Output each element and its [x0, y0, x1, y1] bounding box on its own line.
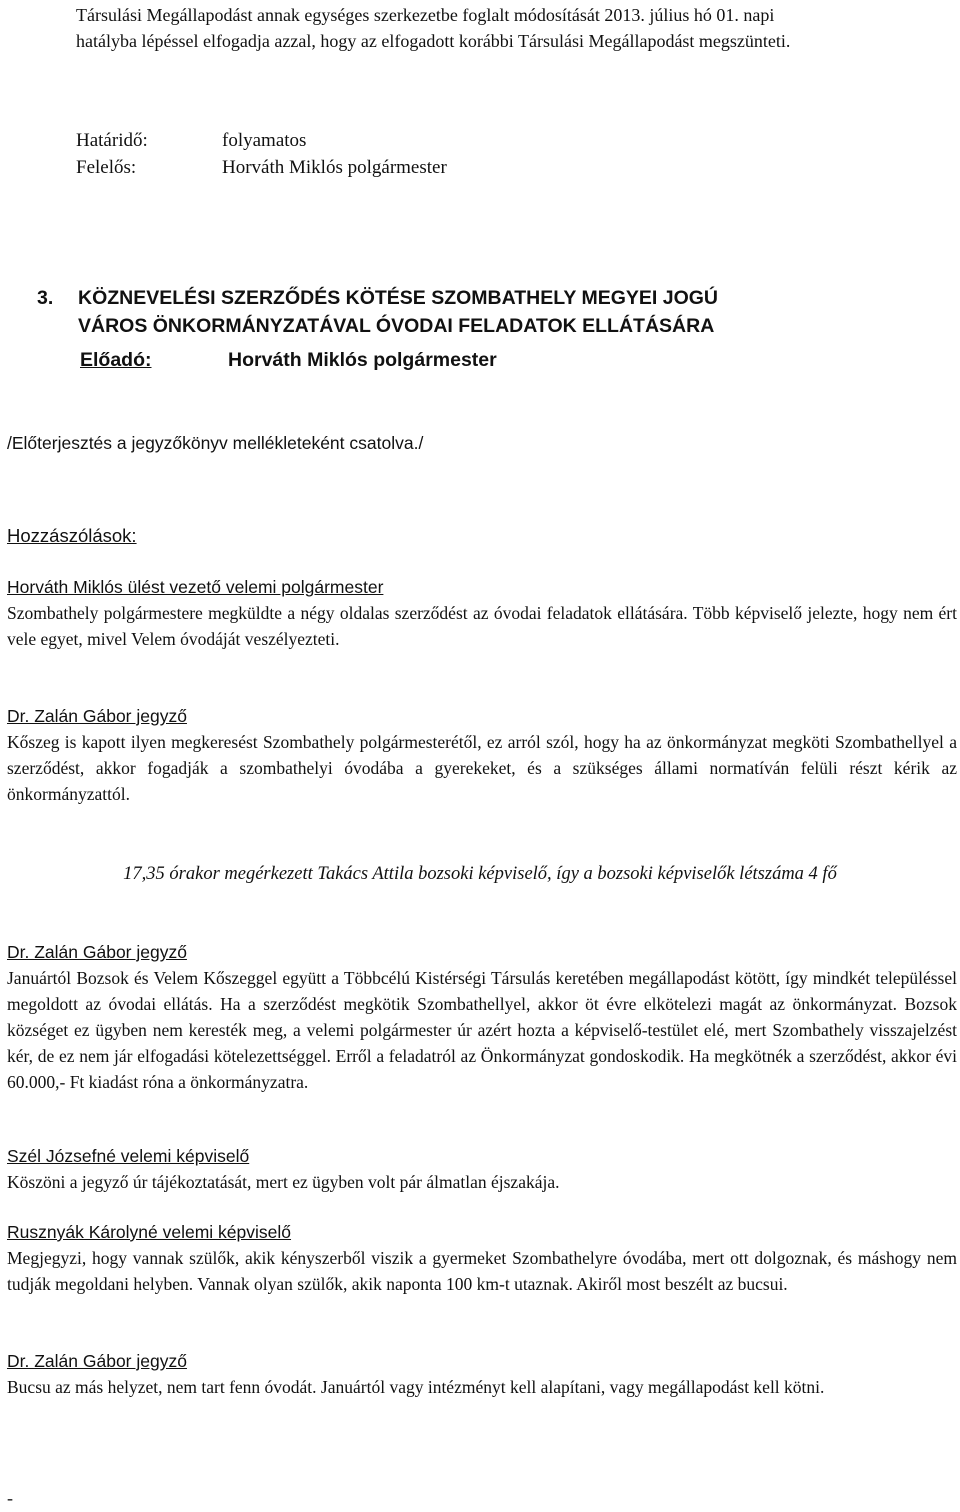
agenda-title-line-2: VÁROS ÖNKORMÁNYZATÁVAL ÓVODAI FELADATOK ELLÁTÁSÁRA [78, 315, 715, 337]
comment-block-5 [7, 1219, 957, 1297]
agenda-number: 3. [37, 287, 54, 309]
presenter-label: Előadó: [80, 349, 152, 371]
intro-line-1: Társulási Megállapodást annak egységes szerkezetbe foglalt módosítását 2013. július hó 01. napi [76, 5, 775, 25]
attachment-note: /Előterjesztés a jegyzőkönyv mellékleteként csatolva./ [7, 433, 424, 453]
deadline-row [76, 127, 447, 154]
comment-block-2 [7, 703, 957, 807]
comment-block-6 [7, 1348, 957, 1400]
deadline-block [76, 127, 447, 181]
comment-text: Köszöni a jegyző úr tájékoztatását, mert ez ügyben volt pár álmatlan éjszakája. [7, 1172, 560, 1192]
responsible-row [76, 154, 447, 181]
speaker-name: Dr. Zalán Gábor jegyző [7, 1351, 187, 1371]
presenter-value: Horváth Miklós polgármester [228, 349, 497, 371]
speaker-name: Dr. Zalán Gábor jegyző [7, 942, 187, 962]
comments-heading: Hozzászólások: [7, 525, 137, 546]
speaker-name: Dr. Zalán Gábor jegyző [7, 706, 187, 726]
agenda-heading [37, 284, 917, 340]
comment-text: Bucsu az más helyzet, nem tart fenn óvodát. Januártól vagy intézményt kell alapítani, vagy megállapodást kell kötni. [7, 1377, 825, 1397]
comment-block-3 [7, 939, 957, 1095]
speaker-name: Szél Józsefné velemi képviselő [7, 1146, 250, 1166]
responsible-label: Felelős: [76, 157, 137, 178]
responsible-value: Horváth Miklós polgármester [222, 157, 447, 178]
speaker-name: Rusznyák Károlyné velemi képviselő [7, 1222, 292, 1242]
speaker-name: Horváth Miklós ülést vezető velemi polgármester [7, 577, 384, 597]
deadline-value: folyamatos [222, 130, 307, 151]
agenda-title-line-1: KÖZNEVELÉSI SZERZŐDÉS KÖTÉSE SZOMBATHELY MEGYEI JOGÚ [78, 287, 718, 309]
comment-text: Szombathely polgármestere megküldte a négy oldalas szerződést az óvodai feladatok ellátására. Több képviselő jelezte, hogy nem ért vele egyet, mivel Velem óvodáját veszélyezteti. [7, 603, 957, 649]
comment-text: Megjegyzi, hogy vannak szülők, akik kényszerből viszik a gyermeket Szombathelyre óvodába, mert ott dolgoznak, és máshogy nem tudják megoldani helyben. Vannak olyan szülők, akik naponta 100 km-t utaznak. Akiről most beszélt az bucsui. [7, 1248, 957, 1294]
presenter-row [80, 349, 497, 372]
comment-block-4 [7, 1143, 957, 1195]
deadline-label: Határidő: [76, 130, 148, 151]
comment-text: Kőszeg is kapott ilyen megkeresést Szombathely polgármesterétől, ez arról szól, hogy ha az önkormányzat megköti Szombathellyel a szerződést, akkor fogadják a szombathelyi óvodába a gyerekeket, és a szükséges állami normatíván felüli részt kérik az önkormányzattól. [7, 732, 957, 804]
footer-dash: - [7, 1488, 13, 1508]
comment-text: Januártól Bozsok és Velem Kőszeggel együtt a Többcélú Kistérségi Társulás keretében megállapodást kötött, így mindkét településsel megoldott az óvodai ellátás. Ha a szerződést megkötik Szombathellyel, akkor öt évre elkötelezi magát az önkormányzat. Bozsok községet ez ügyben nem keresték meg, a velemi polgármester úr azért hozta a képviselő-testület elé, mert Szombathely visszajelzést kér, de ez nem jár elfogadási kötelezettséggel. Erről a feladatról az Önkormányzat gondoskodik. Ha megkötnék a szerződést, akkor évi 60.000,- Ft kiadást róna a önkormányzatra. [7, 968, 957, 1092]
arrival-note: 17,35 órakor megérkezett Takács Attila bozsoki képviselő, így a bozsoki képviselők létszáma 4 fő [123, 864, 837, 884]
comment-block-1 [7, 574, 957, 652]
intro-line-2: hatályba lépéssel elfogadja azzal, hogy az elfogadott korábbi Társulási Megállapodást megszünteti. [76, 31, 791, 51]
intro-paragraph [76, 2, 956, 54]
